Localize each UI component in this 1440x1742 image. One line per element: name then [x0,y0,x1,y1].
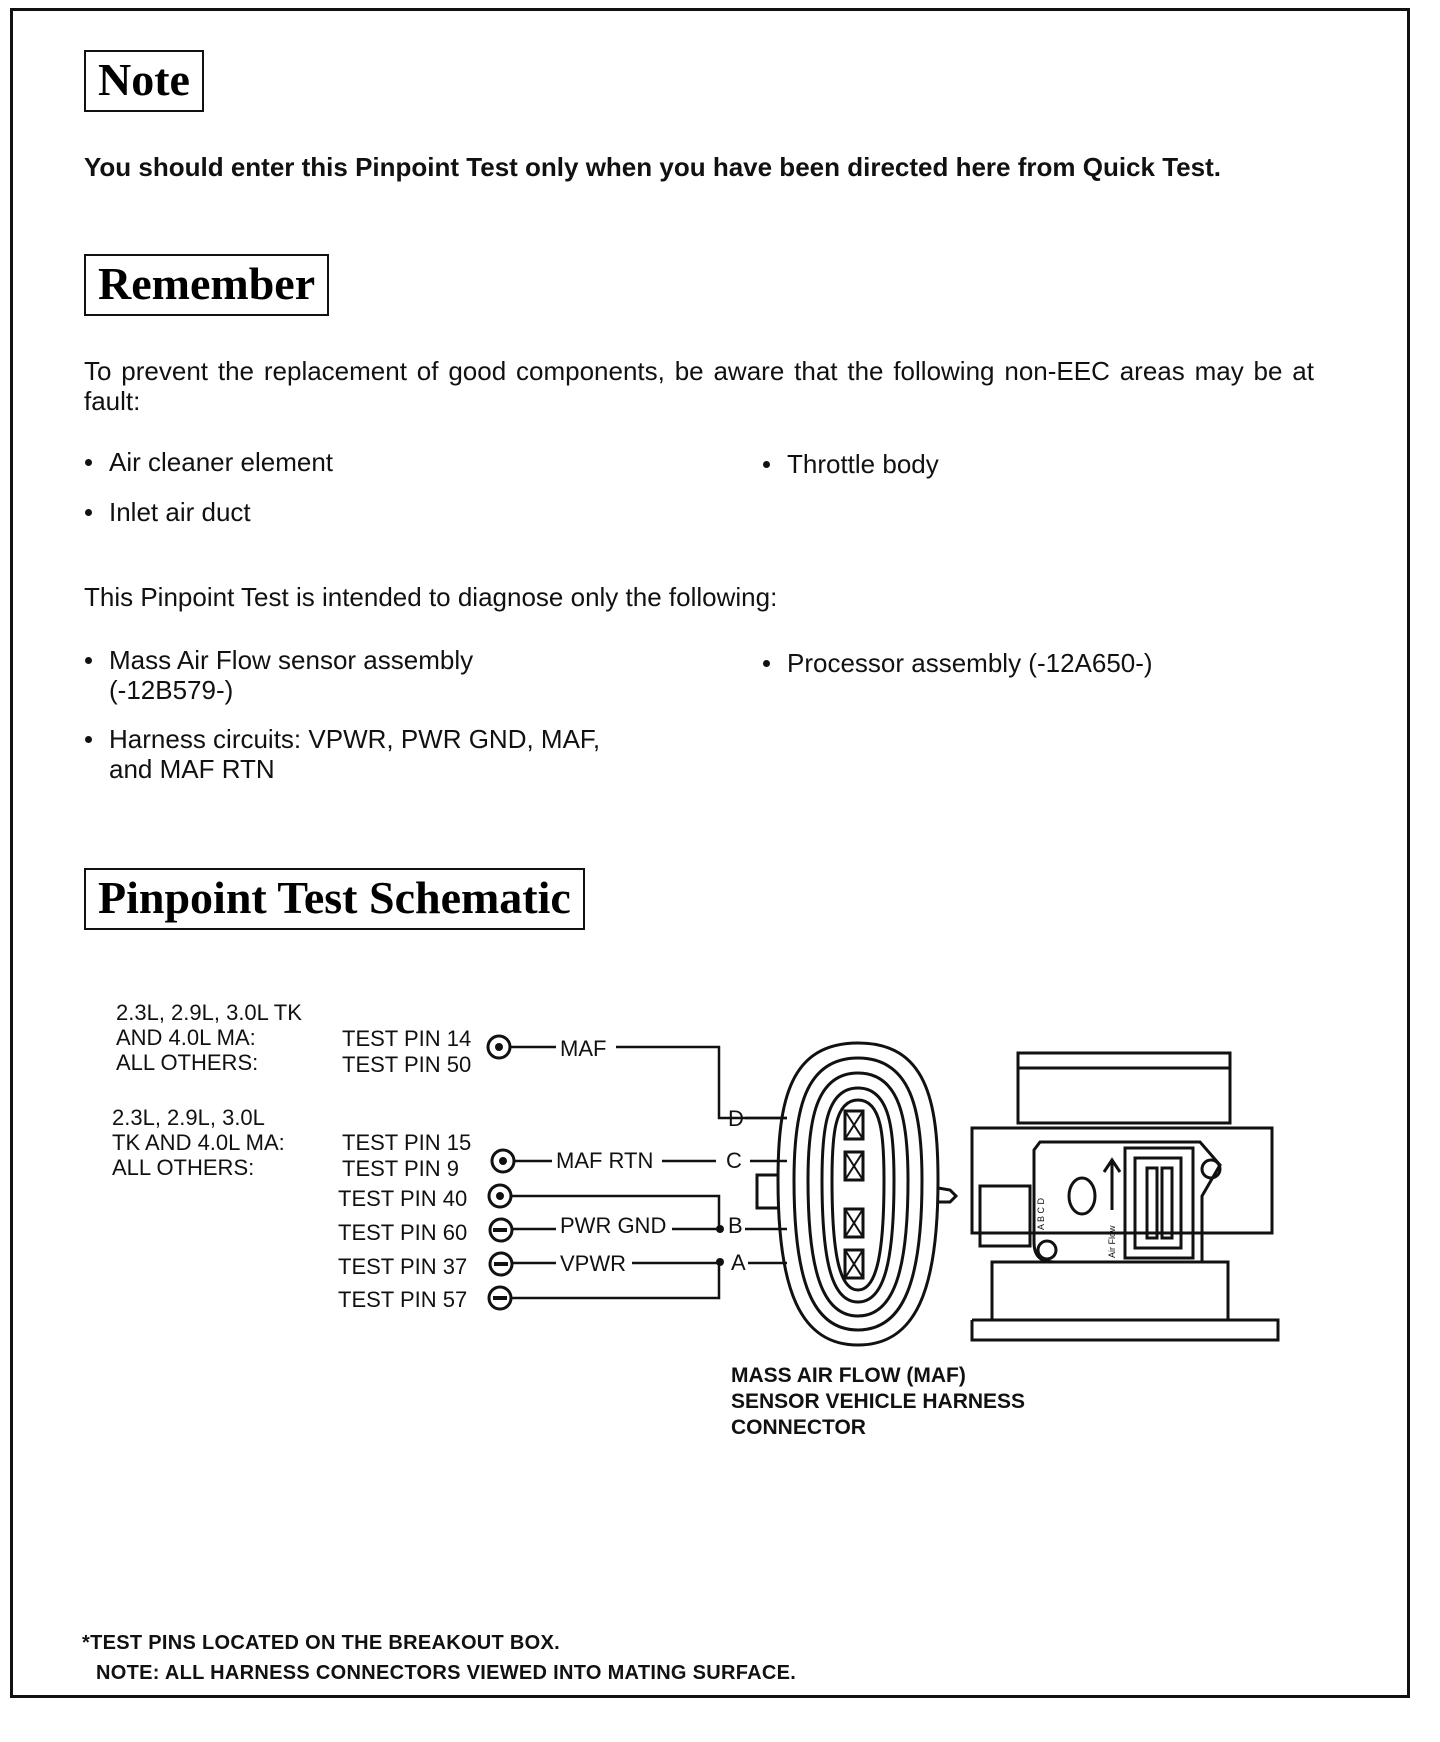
list-item-label: Processor assembly (-12A650-) [787,648,1153,678]
note-heading: Note [84,50,204,112]
list-item-label: Inlet air duct [109,497,251,527]
group1-engine-line: AND 4.0L MA: [116,1025,256,1050]
test-pin-label: TEST PIN 50 [342,1052,472,1077]
connector-caption-line: MASS AIR FLOW (MAF) [731,1364,966,1387]
sensor-air-flow-label: Air Flow [1107,1225,1117,1258]
connector-caption-line: SENSOR VEHICLE HARNESS [731,1390,1026,1413]
signal-label-maf: MAF [560,1036,607,1061]
test-pin-label: TEST PIN 14 [342,1026,472,1051]
test-pin-label: TEST PIN 60 [338,1220,468,1245]
schematic-heading: Pinpoint Test Schematic [84,868,585,930]
remember-heading: Remember [84,254,329,316]
connector-letter-c: C [726,1148,742,1173]
group2-engine-line: 2.3L, 2.9L, 3.0L [112,1105,265,1130]
list-item-label: Air cleaner element [109,447,333,477]
bullet-icon [85,657,92,664]
signal-label-maf-rtn: MAF RTN [556,1148,654,1173]
signal-label-vpwr: VPWR [560,1251,626,1276]
bullet-icon [85,509,92,516]
test-pin-label: TEST PIN 37 [338,1254,468,1279]
remember-intro: To prevent the replacement of good components, be aware that the following non-EEC areas may be at fault: [84,356,1314,416]
connector-caption-line: CONNECTOR [731,1416,866,1439]
list-item [109,724,629,784]
list-item-label: Mass Air Flow sensor assembly (-12B579-) [109,645,474,705]
list-item [109,497,251,527]
footer-connector-note: NOTE: ALL HARNESS CONNECTORS VIEWED INTO MATING SURFACE. [96,1662,797,1684]
footer-test-pins-note: *TEST PINS LOCATED ON THE BREAKOUT BOX. [82,1632,561,1654]
group2-engine-line: ALL OTHERS: [112,1155,255,1180]
list-item [109,447,333,477]
connector-letter-b: B [728,1213,743,1238]
list-item-label: Harness circuits: VPWR, PWR GND, MAF, and MAF RTN [109,724,601,784]
sensor-pin-letters: A B C D [1036,1197,1046,1230]
connector-letter-a: A [731,1250,746,1275]
signal-label-pwr-gnd: PWR GND [560,1213,667,1238]
bullet-icon [763,461,770,468]
bullet-icon [763,660,770,667]
list-item [109,645,569,705]
test-pin-label: TEST PIN 57 [338,1287,468,1312]
group1-engine-line: ALL OTHERS: [116,1050,259,1075]
list-item [787,449,939,479]
diagnose-intro: This Pinpoint Test is intended to diagnose only the following: [84,582,778,612]
group1-engine-line: 2.3L, 2.9L, 3.0L TK [116,1000,302,1025]
test-pin-label: TEST PIN 40 [338,1186,468,1211]
connector-letter-d: D [728,1106,744,1131]
bullet-icon [85,459,92,466]
test-pin-label: TEST PIN 9 [342,1156,459,1181]
group2-engine-line: TK AND 4.0L MA: [112,1130,285,1155]
list-item-label: Throttle body [787,449,939,479]
bullet-icon [85,736,92,743]
list-item [787,648,1153,678]
test-pin-label: TEST PIN 15 [342,1130,472,1155]
note-text: You should enter this Pinpoint Test only when you have been directed here from Quick Test. [84,152,1221,182]
